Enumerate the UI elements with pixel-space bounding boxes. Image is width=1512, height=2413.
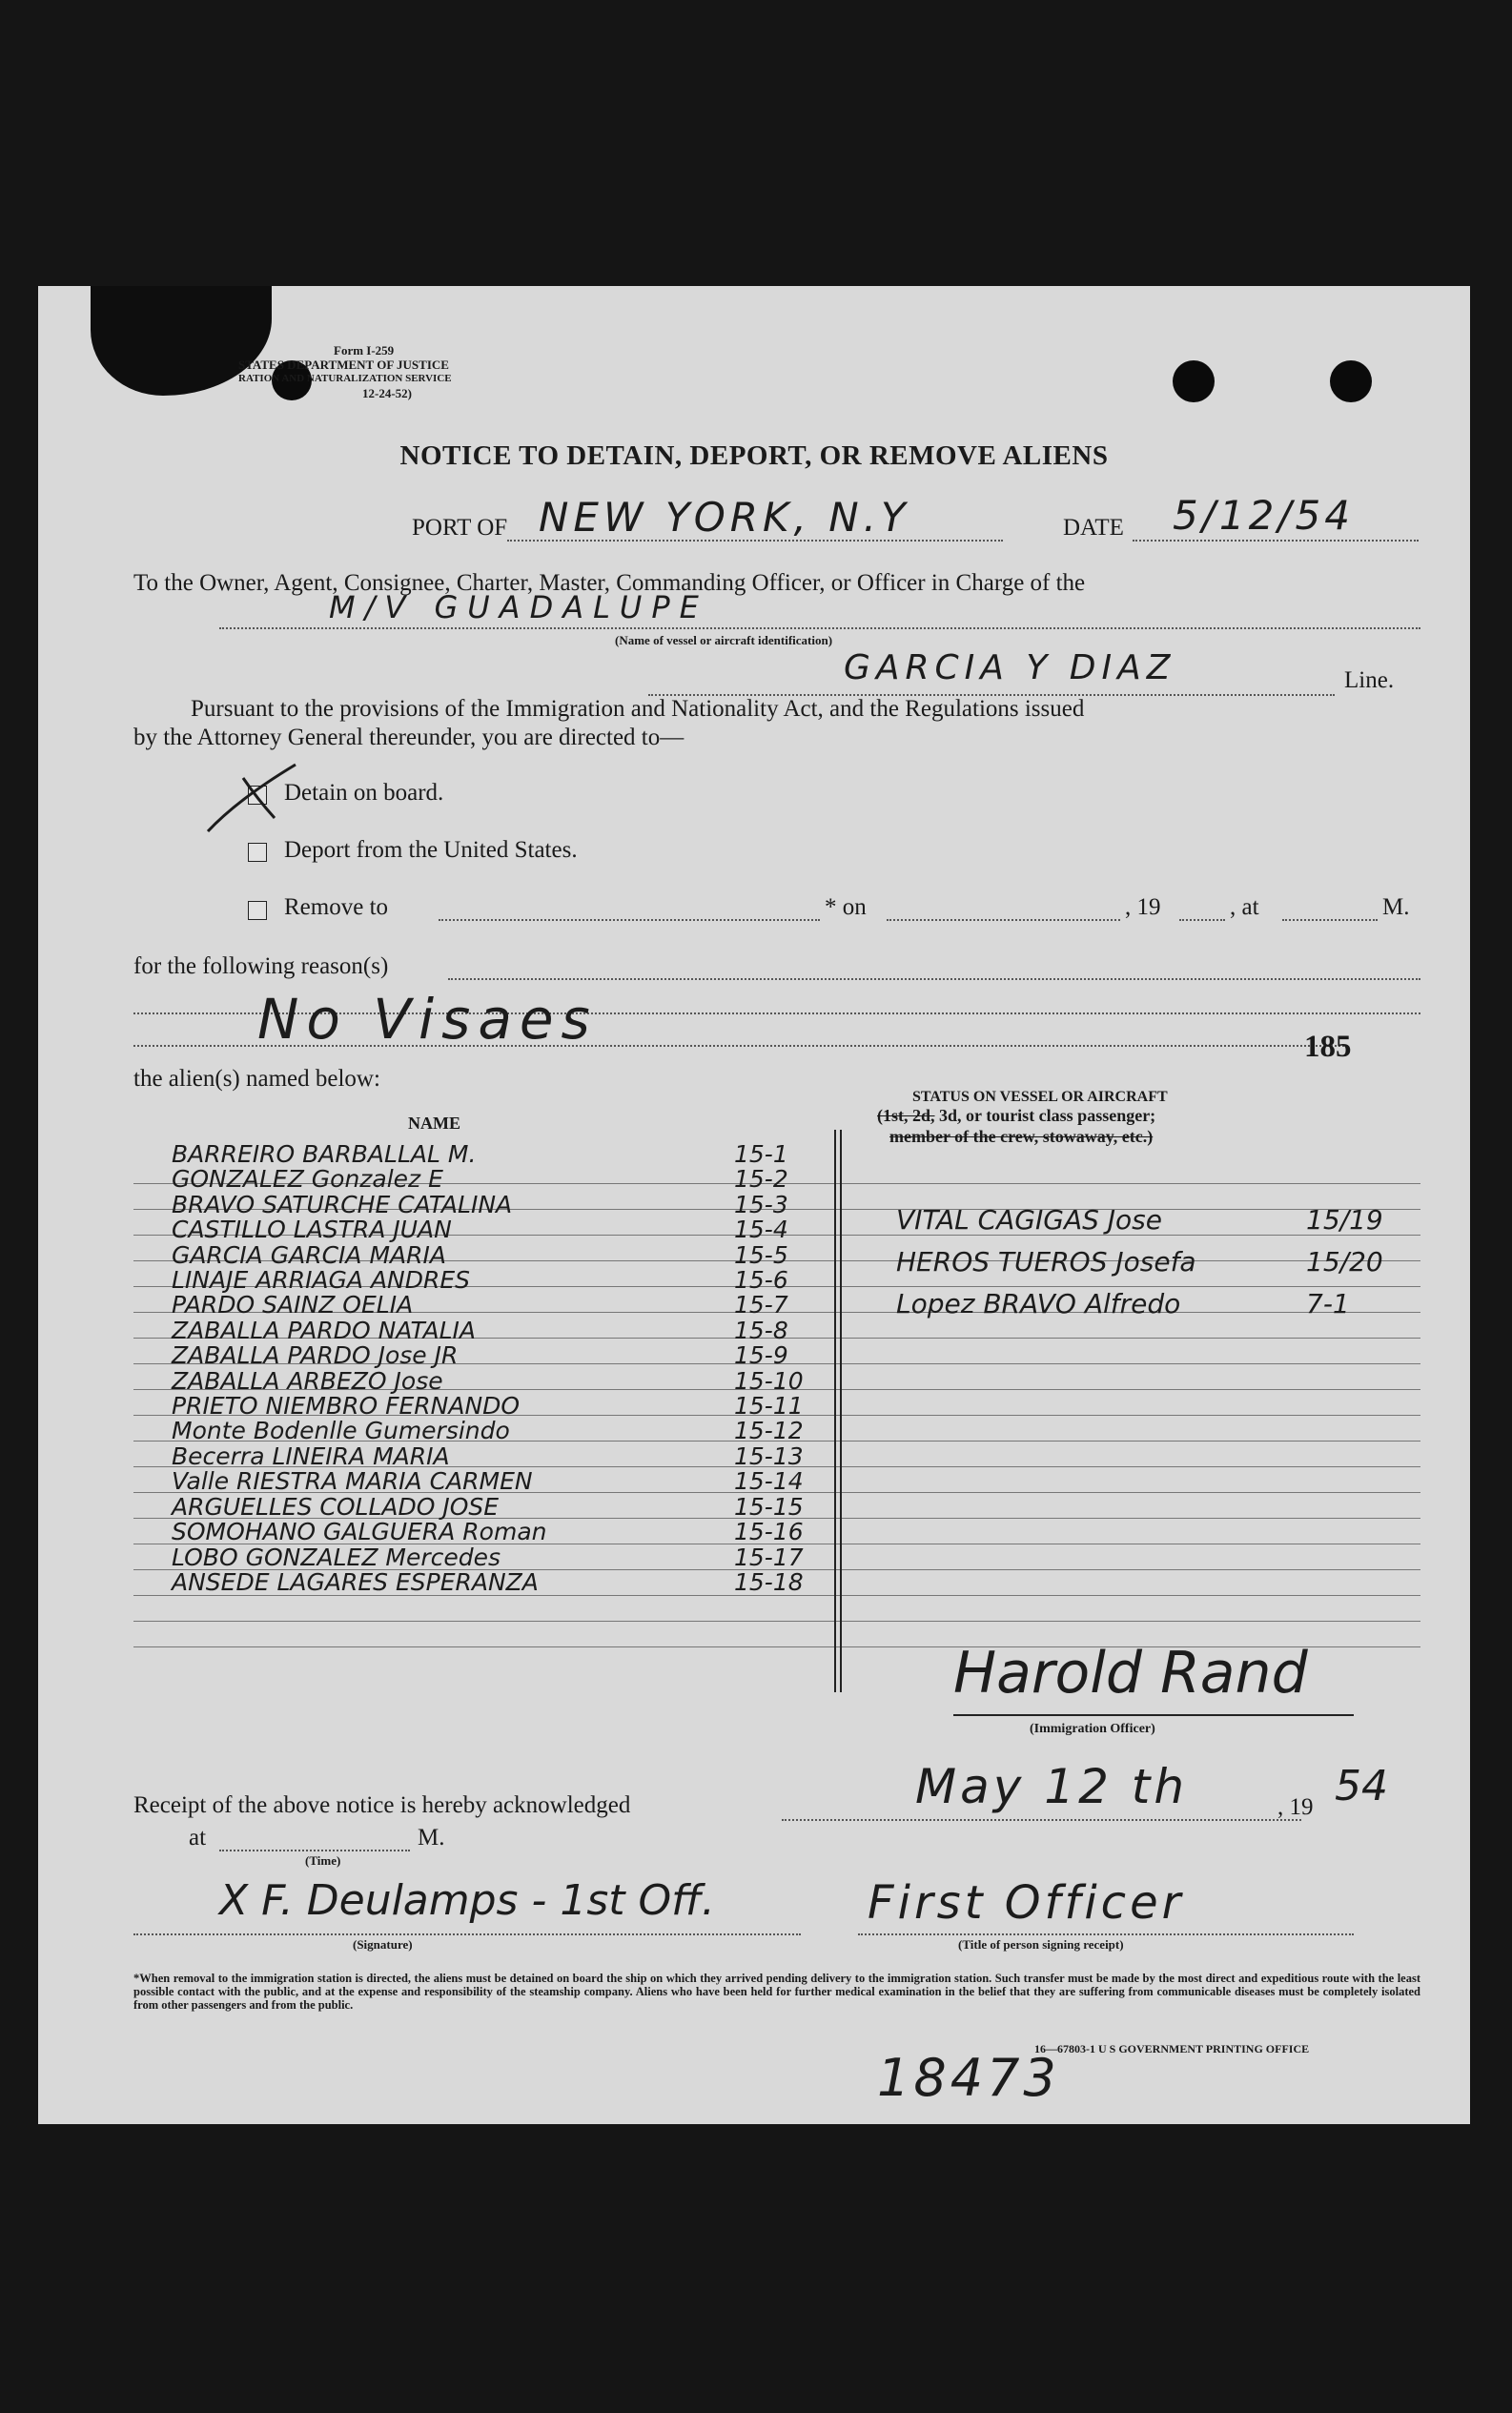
title-field [858, 1930, 1354, 1935]
alien-code: 15-3 [734, 1190, 788, 1218]
alien-code: 7-1 [1306, 1288, 1350, 1319]
remove-option: Remove to [284, 894, 389, 920]
alien-row [172, 1268, 804, 1293]
revision-date: 12-24-52) [362, 386, 412, 400]
alien-name: VITAL CAGIGAS Jose [896, 1204, 1162, 1236]
punch-hole-right-2 [1330, 360, 1372, 402]
remove-on-label: * on [825, 894, 867, 920]
alien-row [172, 1167, 804, 1192]
alien-name: BARREIRO BARBALLAL M. [172, 1140, 477, 1168]
alien-code: 15-1 [734, 1140, 788, 1168]
alien-name: Lopez BRAVO Alfredo [896, 1288, 1181, 1319]
alien-row [172, 1567, 804, 1596]
column-divider [834, 1130, 842, 1692]
status-rest-1: 3d, or tourist class passenger; [939, 1106, 1156, 1125]
date-value: 5/12/54 [1173, 492, 1354, 539]
deport-option: Deport from the United States. [284, 837, 578, 863]
alien-row [896, 1199, 1383, 1241]
form-number: Form I-259 [334, 343, 395, 358]
alien-code: 15-10 [734, 1366, 804, 1395]
reason-line-1 [448, 974, 1420, 980]
receipt-year-value: 54 [1335, 1762, 1388, 1810]
form-header [219, 343, 601, 400]
status-line-1 [877, 1106, 1155, 1126]
port-label: PORT OF [412, 515, 508, 541]
alien-code: 15-6 [734, 1266, 788, 1295]
alien-name: PRIETO NIEMBRO FERNANDO [172, 1392, 521, 1421]
footnote: *When removal to the immigration station is directed, the aliens must be detained on board the ship on which they arrived pending delivery to the immigration station. Such transfer must be made by the most direct and expeditious route with the least possible contact with the public, and at the expense and responsibility of the steamship company. Aliens who have been held for further medical examination in the belief that they are suffering from communicable diseases must be completely isolated from other passengers and from the public. [133, 1972, 1420, 2012]
alien-code: 15-15 [734, 1492, 804, 1521]
pursuant-text-2: by the Attorney General thereunder, you are directed to— [133, 725, 684, 750]
punch-hole-right-1 [1173, 360, 1215, 402]
status-line-2: member of the crew, stowaway, etc.) [889, 1127, 1154, 1146]
receipt-at-label: at [189, 1825, 207, 1851]
alien-row [172, 1316, 804, 1344]
alien-name: CASTILLO LASTRA JUAN [172, 1216, 452, 1244]
alien-name: GONZALEZ Gonzalez E [172, 1165, 443, 1194]
aliens-list-left [172, 1142, 804, 1595]
receipt-date-field [782, 1815, 1301, 1821]
alien-name: ZABALLA ARBEZO Jose [172, 1366, 443, 1395]
alien-name: LINAJE ARRIAGA ANDRES [172, 1266, 471, 1295]
alien-row [172, 1190, 804, 1218]
remove-m-label: M. [1382, 894, 1410, 920]
receipt-m-label: M. [418, 1825, 445, 1851]
service-name: RATION AND NATURALIZATION SERVICE [238, 373, 452, 384]
form-title: NOTICE TO DETAIN, DEPORT, OR REMOVE ALIENS [399, 440, 1109, 471]
alien-row [172, 1343, 804, 1368]
pursuant-text-1: Pursuant to the provisions of the Immigration and Nationality Act, and the Regulations issued [191, 696, 1085, 722]
receipt-year-label: , 19 [1277, 1794, 1314, 1820]
alien-row [896, 1283, 1383, 1325]
remove-destination-field [439, 913, 820, 921]
alien-code: 15/20 [1306, 1246, 1383, 1278]
alien-row [172, 1142, 804, 1167]
alien-name: ZABALLA PARDO Jose JR [172, 1341, 459, 1370]
alien-name: LOBO GONZALEZ Mercedes [172, 1543, 501, 1571]
alien-row [172, 1293, 804, 1318]
officer-signature-line [953, 1714, 1354, 1716]
aliens-label: the alien(s) named below: [133, 1066, 380, 1092]
alien-name: PARDO SAINZ OELIA [172, 1291, 414, 1319]
date-label: DATE [1063, 515, 1124, 541]
signature-field [133, 1930, 801, 1935]
signer-title: First Officer [868, 1876, 1185, 1930]
alien-row [172, 1492, 804, 1521]
file-number: 18473 [877, 2048, 1060, 2108]
port-value: NEW YORK, N.Y [539, 494, 910, 541]
alien-code: 15-8 [734, 1316, 788, 1344]
alien-row [172, 1240, 804, 1269]
alien-row [172, 1469, 804, 1494]
time-caption: (Time) [305, 1853, 341, 1868]
alien-row [896, 1241, 1383, 1283]
signature-caption: (Signature) [353, 1937, 413, 1952]
alien-name: Monte Bodenlle Gumersindo [172, 1417, 510, 1445]
alien-name: ARGUELLES COLLADO JOSE [172, 1492, 500, 1521]
vessel-caption: (Name of vessel or aircraft identification) [615, 633, 833, 647]
section-number: 185 [1304, 1030, 1352, 1064]
aliens-list-right [896, 1199, 1383, 1325]
alien-code: 15-7 [734, 1291, 788, 1319]
line-label: Line. [1344, 667, 1395, 693]
vessel-value: M/V GUADALUPE [329, 589, 708, 625]
line-value: GARCIA Y DIAZ [844, 648, 1176, 687]
officer-caption: (Immigration Officer) [1030, 1722, 1155, 1736]
alien-code: 15-17 [734, 1543, 804, 1571]
printing-office: 16—67803-1 U S GOVERNMENT PRINTING OFFICE [1034, 2042, 1310, 2055]
to-owner-text: To the Owner, Agent, Consignee, Charter, Master, Commanding Officer, or Officer in Charge of the [133, 570, 1086, 596]
title-caption: (Title of person signing receipt) [958, 1937, 1124, 1952]
reason-value: No Visaes [257, 987, 598, 1052]
alien-row [172, 1366, 804, 1395]
alien-row [172, 1520, 804, 1544]
alien-row [172, 1217, 804, 1242]
alien-code: 15-5 [734, 1240, 788, 1269]
status-struck-1: (1st, 2d, [877, 1106, 935, 1125]
alien-code: 15-18 [734, 1567, 804, 1596]
remove-checkbox[interactable] [248, 901, 267, 920]
detain-option: Detain on board. [284, 780, 444, 806]
reason-label: for the following reason(s) [133, 953, 389, 979]
alien-code: 15-12 [734, 1417, 804, 1445]
form-document [38, 286, 1470, 2124]
alien-row [172, 1444, 804, 1469]
status-header: STATUS ON VESSEL OR AIRCRAFT [912, 1089, 1168, 1105]
alien-name: SOMOHANO GALGUERA Roman [172, 1518, 547, 1546]
department-name: STATES DEPARTMENT OF JUSTICE [238, 358, 449, 372]
alien-name: HEROS TUEROS Josefa [896, 1246, 1196, 1278]
alien-row [172, 1545, 804, 1570]
deport-checkbox[interactable] [248, 843, 267, 862]
remove-time-field [1282, 913, 1378, 921]
receipt-signature: X F. Deulamps - 1st Off. [219, 1876, 715, 1925]
receipt-date-value: May 12 th [915, 1759, 1189, 1814]
alien-row [172, 1419, 804, 1443]
alien-name: GARCIA GARCIA MARIA [172, 1240, 446, 1269]
alien-name: Valle RIESTRA MARIA CARMEN [172, 1467, 533, 1496]
remove-year-label: , 19 [1125, 894, 1161, 920]
alien-name: Becerra LINEIRA MARIA [172, 1442, 450, 1470]
alien-name: ANSEDE LAGARES ESPERANZA [172, 1567, 539, 1596]
alien-name: ZABALLA PARDO NATALIA [172, 1316, 477, 1344]
alien-code: 15/19 [1306, 1204, 1383, 1236]
receipt-time-field [219, 1846, 410, 1851]
alien-name: BRAVO SATURCHE CATALINA [172, 1190, 513, 1218]
alien-row [172, 1394, 804, 1419]
remove-at-label: , at [1230, 894, 1259, 920]
remove-date-field [887, 913, 1120, 921]
alien-code: 15-11 [734, 1392, 804, 1421]
remove-year-field [1179, 913, 1225, 921]
name-header: NAME [408, 1114, 460, 1133]
officer-signature: Harold Rand [953, 1640, 1308, 1707]
receipt-text: Receipt of the above notice is hereby acknowledged [133, 1792, 631, 1818]
alien-code: 15-14 [734, 1467, 804, 1496]
alien-code: 15-13 [734, 1442, 804, 1470]
alien-code: 15-16 [734, 1518, 804, 1546]
alien-code: 15-4 [734, 1216, 788, 1244]
alien-code: 15-9 [734, 1341, 788, 1370]
alien-code: 15-2 [734, 1165, 788, 1194]
